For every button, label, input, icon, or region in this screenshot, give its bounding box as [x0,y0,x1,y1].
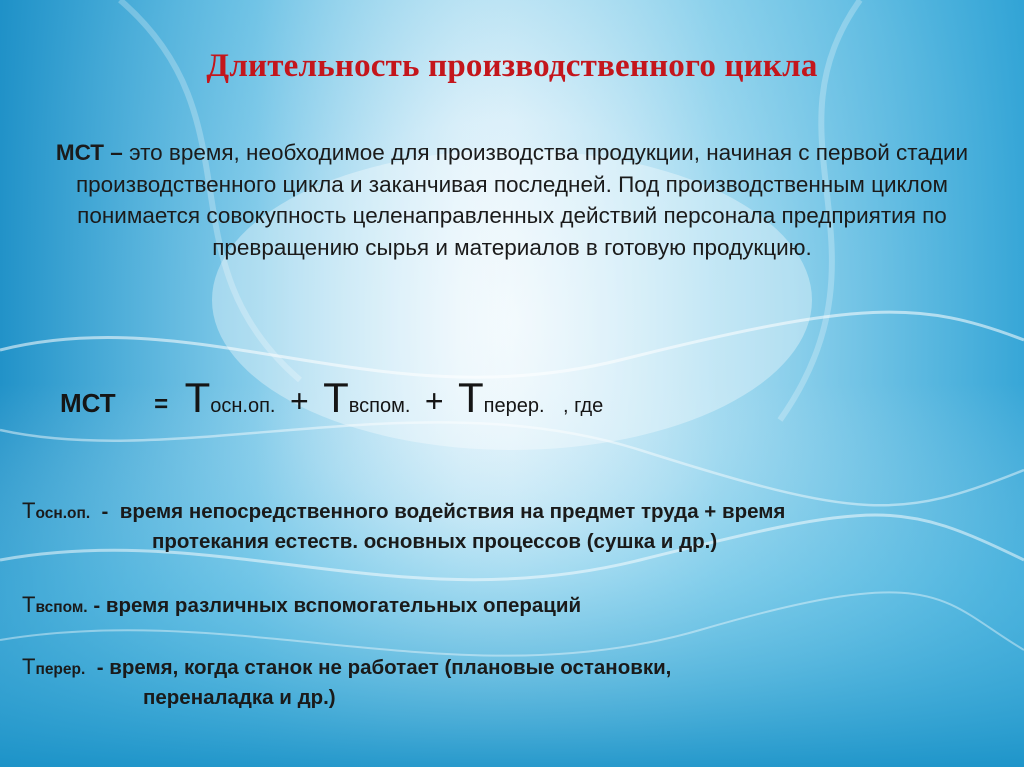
intro-term: МСТ [55,140,105,165]
definition-osn-line1 [22,498,785,524]
definition-vspom-text: время различных вспомогательных операций [105,594,582,617]
formula-where: , где [563,395,604,417]
definition-vspom [22,592,581,618]
formula-term-2: Т [323,374,349,421]
intro-dash: – [104,140,130,165]
formula-plus-1: + [289,383,309,419]
intro-paragraph [14,137,1010,263]
intro-text: это время, необходимое для производства продукции, начиная с первой стадии производственного цикла и заканчивая последней. Под производственным циклом понимается совокупность целенаправленных действий персонала предприятия по превращению сырья и материалов в готовую продукцию. [75,140,969,260]
definition-vspom-sub: вспом. [35,599,88,616]
definition-vspom-dash: - [87,594,106,617]
definition-osn-t: Т [22,498,36,523]
formula-equals: = [154,391,169,418]
definition-osn-line2: протекания естеств. основных процессов (сушка и др.) [152,530,718,553]
definition-osn-text-1: время непосредственного водействия на предмет труда + время [119,500,786,523]
definition-perer-line1 [22,654,671,680]
definition-osn-sub: осн.оп. [35,505,91,522]
definition-osn-dash: - [90,500,120,523]
definition-perer-line2: переналадка и др.) [143,686,336,709]
formula-term-3: Т [458,374,484,421]
formula [60,374,603,434]
definition-perer-dash: - [85,656,110,679]
formula-sub-1: осн.оп. [210,395,276,417]
slide-title: Длительность производственного цикла [206,48,818,84]
definition-perer-t: Т [22,654,36,679]
formula-sub-3: перер. [483,395,545,417]
formula-term-1: Т [184,374,211,421]
formula-plus-2: + [424,383,444,419]
definition-vspom-t: Т [22,592,36,617]
definition-perer-sub: перер. [35,661,86,678]
formula-sub-2: вспом. [348,395,411,417]
definition-perer-text-1: время, когда станок не работает (плановые остановки, [109,656,672,679]
formula-left: МСТ [60,388,116,418]
